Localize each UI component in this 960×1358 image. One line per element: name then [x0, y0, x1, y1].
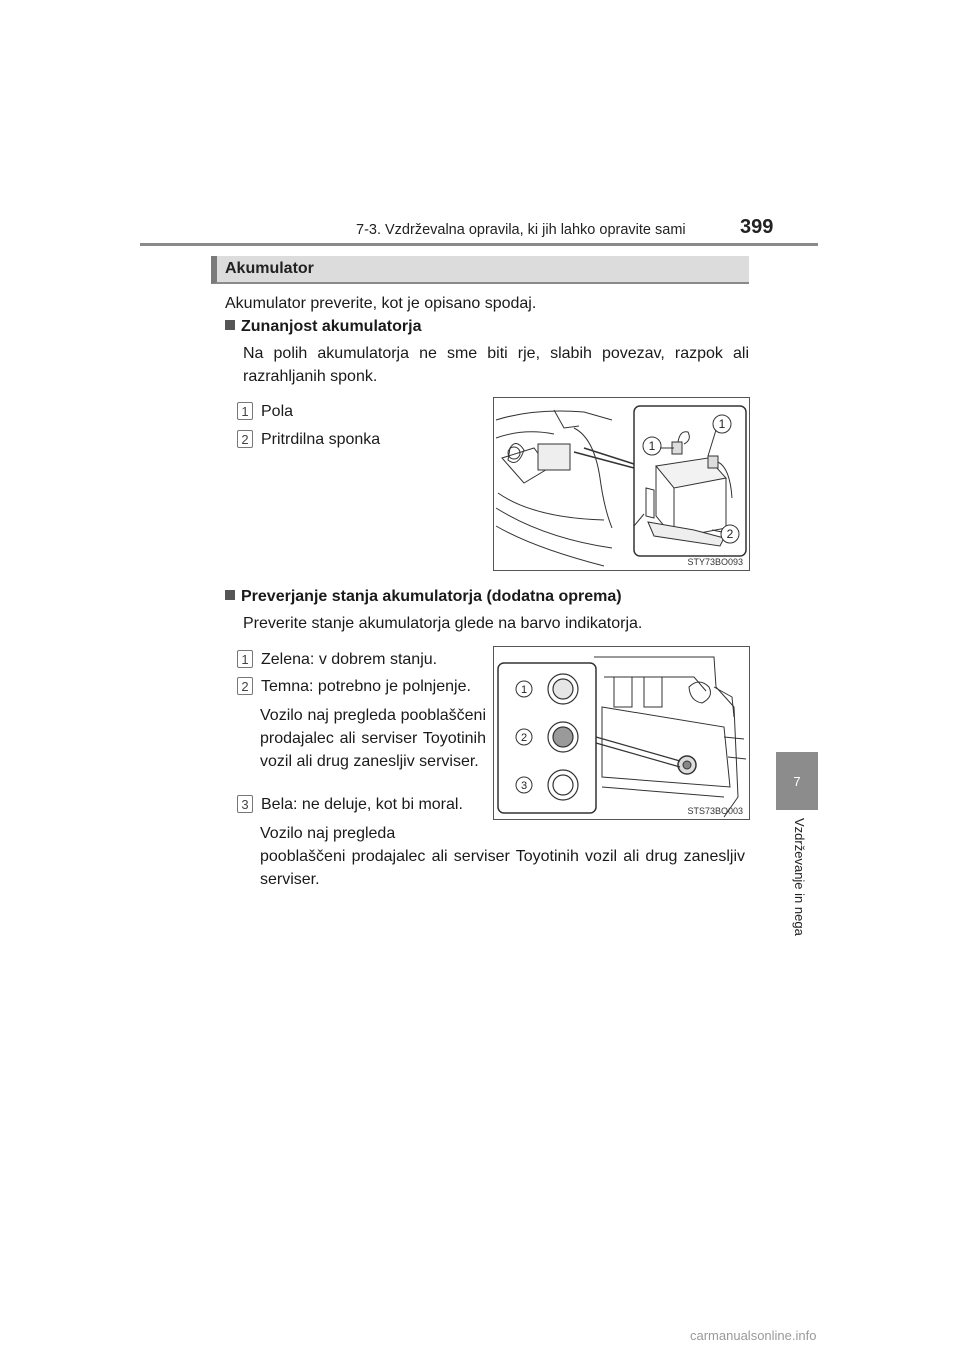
item-label-green: Zelena: v dobrem stanju.	[261, 651, 438, 668]
battery-indicator-figure	[493, 646, 750, 820]
callout-1: 1	[648, 439, 656, 453]
white-note-rest: pooblaščeni prodajalec ali serviser Toyotinih vozil ali drug zanesljiv serviser.	[260, 848, 745, 888]
item-label-pole: Pola	[261, 403, 294, 420]
callout-3: 3	[520, 780, 528, 792]
battery-exterior-figure	[493, 397, 750, 571]
item-number-badge: 3	[237, 795, 253, 813]
figure-code: STS73BO003	[687, 806, 743, 816]
white-note-line1: Vozilo naj pregleda	[260, 825, 396, 842]
square-bullet-icon	[225, 590, 235, 600]
running-header: 7-3. Vzdrževalna opravila, ki jih lahko opravite sami	[356, 222, 686, 238]
chapter-tab: 7	[776, 752, 818, 810]
square-bullet-icon	[225, 320, 235, 330]
watermark: carmanualsonline.info	[690, 1328, 817, 1343]
callout-1: 1	[520, 684, 528, 696]
chapter-title: Vzdrževanje in nega	[792, 818, 807, 936]
section-heading-bar	[211, 256, 749, 284]
subheading-condition	[225, 588, 622, 606]
item-label-white: Bela: ne deluje, kot bi moral.	[261, 796, 463, 813]
item-label-dark: Temna: potrebno je polnjenje.	[261, 678, 471, 695]
item-number-badge: 2	[237, 677, 253, 695]
subheading-exterior-text: Zunanjost akumulatorja	[241, 318, 422, 335]
item-number-badge: 2	[237, 430, 253, 448]
subheading-condition-text: Preverjanje stanja akumulatorja (dodatna oprema)	[241, 588, 622, 605]
figure-code: STY73BO093	[687, 557, 743, 567]
section-title: Akumulator	[225, 260, 314, 277]
condition-description: Preverite stanje akumulatorja glede na barvo indikatorja.	[243, 615, 643, 632]
header-divider	[140, 243, 818, 246]
callout-2: 2	[726, 527, 734, 541]
page-number: 399	[740, 216, 774, 238]
intro-text: Akumulator preverite, kot je opisano spodaj.	[225, 295, 537, 312]
item-label-clamp: Pritrdilna sponka	[261, 431, 381, 448]
dark-note: Vozilo naj pregleda pooblaščeni prodajalec ali serviser Toyotinih vozil ali drug zanesljiv serviser.	[260, 707, 486, 770]
subheading-exterior	[225, 318, 421, 336]
item-number-badge: 1	[237, 402, 253, 420]
item-number-badge: 1	[237, 650, 253, 668]
callout-1: 1	[718, 417, 726, 431]
exterior-description: Na polih akumulatorja ne sme biti rje, slabih povezav, razpok ali razrahljanih sponk.	[243, 345, 749, 385]
indicator-illustration	[494, 647, 749, 819]
battery-illustration	[494, 398, 749, 570]
callout-2: 2	[520, 732, 528, 744]
